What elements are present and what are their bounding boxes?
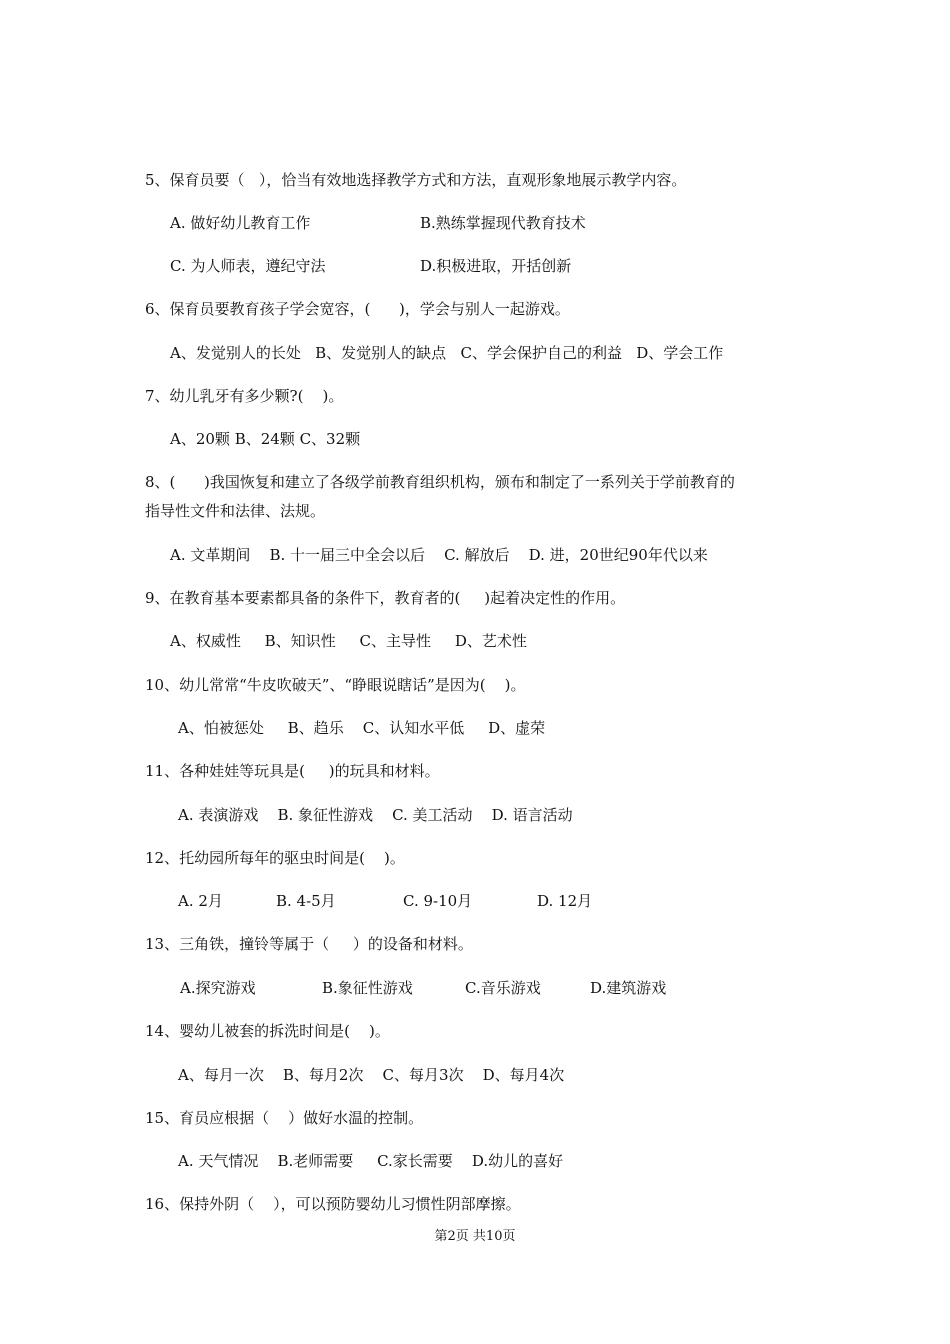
question-8-line2: 指导性文件和法律、法规。 — [145, 502, 326, 520]
question-13: 13、三角铁，撞铃等属于（ ）的设备和材料。 — [145, 935, 473, 953]
question-5: 5、保育员要（ ），恰当有效地选择教学方式和方法，直观形象地展示教学内容。 — [145, 171, 687, 189]
question-12: 12、托幼园所每年的驱虫时间是( )。 — [145, 849, 405, 867]
page-footer: 第2页 共10页 — [434, 1229, 516, 1244]
question-10: 10、幼儿常常“牛皮吹破天”、“睁眼说瞎话”是因为( )。 — [145, 676, 526, 694]
question-15: 15、育员应根据（ ）做好水温的控制。 — [145, 1109, 424, 1127]
question-11-options: A. 表演游戏 B. 象征性游戏 C. 美工活动 D. 语言活动 — [178, 806, 573, 824]
question-5-options-row2 — [0, 256, 950, 276]
question-10-options: A、怕被惩处 B、趋乐 C、认知水平低 D、虚荣 — [178, 719, 546, 737]
question-13-option-b: B.象征性游戏 — [322, 979, 413, 997]
question-12-options — [0, 891, 950, 911]
question-16: 16、保持外阴（ ），可以预防婴幼儿习惯性阴部摩擦。 — [145, 1195, 521, 1213]
question-15-options: A. 天气情况 B.老师需要 C.家长需要 D.幼儿的喜好 — [178, 1152, 564, 1170]
question-6: 6、保育员要教育孩子学会宽容，( )，学会与别人一起游戏。 — [145, 300, 570, 318]
question-5-option-c: C. 为人师表，遵纪守法 — [170, 257, 326, 275]
question-5-option-a: A. 做好幼儿教育工作 — [170, 214, 311, 232]
question-8-options: A. 文革期间 B. 十一届三中全会以后 C. 解放后 D. 进，20世纪90年代以来 — [170, 546, 708, 564]
question-12-option-a: A. 2月 — [178, 892, 223, 910]
question-6-options: A、发觉别人的长处 B、发觉别人的缺点 C、学会保护自己的利益 D、学会工作 — [170, 344, 724, 362]
question-12-option-b: B. 4-5月 — [276, 892, 336, 910]
question-9: 9、在教育基本要素都具备的条件下，教育者的( )起着决定性的作用。 — [145, 589, 626, 607]
question-7-options: A、20颗 B、24颗 C、32颗 — [170, 430, 361, 448]
question-13-option-a: A.探究游戏 — [180, 979, 256, 997]
question-8-line1: 8、( )我国恢复和建立了各级学前教育组织机构，颁布和制定了一系列关于学前教育的 — [145, 473, 735, 491]
question-5-option-d: D.积极进取，开括创新 — [420, 257, 572, 275]
question-9-options: A、权威性 B、知识性 C、主导性 D、艺术性 — [170, 632, 527, 650]
question-11: 11、各种娃娃等玩具是( )的玩具和材料。 — [145, 762, 440, 780]
question-14-options: A、每月一次 B、每月2次 C、每月3次 D、每月4次 — [178, 1066, 565, 1084]
question-14: 14、婴幼儿被套的拆洗时间是( )。 — [145, 1022, 390, 1040]
question-7: 7、幼儿乳牙有多少颗?( )。 — [145, 387, 344, 405]
question-13-option-c: C.音乐游戏 — [465, 979, 541, 997]
question-13-option-d: D.建筑游戏 — [590, 979, 667, 997]
question-13-options — [0, 978, 950, 998]
question-12-option-d: D. 12月 — [537, 892, 593, 910]
question-5-options-row1 — [0, 213, 950, 233]
question-12-option-c: C. 9-10月 — [403, 892, 473, 910]
question-5-option-b: B.熟练掌握现代教育技术 — [420, 214, 586, 232]
